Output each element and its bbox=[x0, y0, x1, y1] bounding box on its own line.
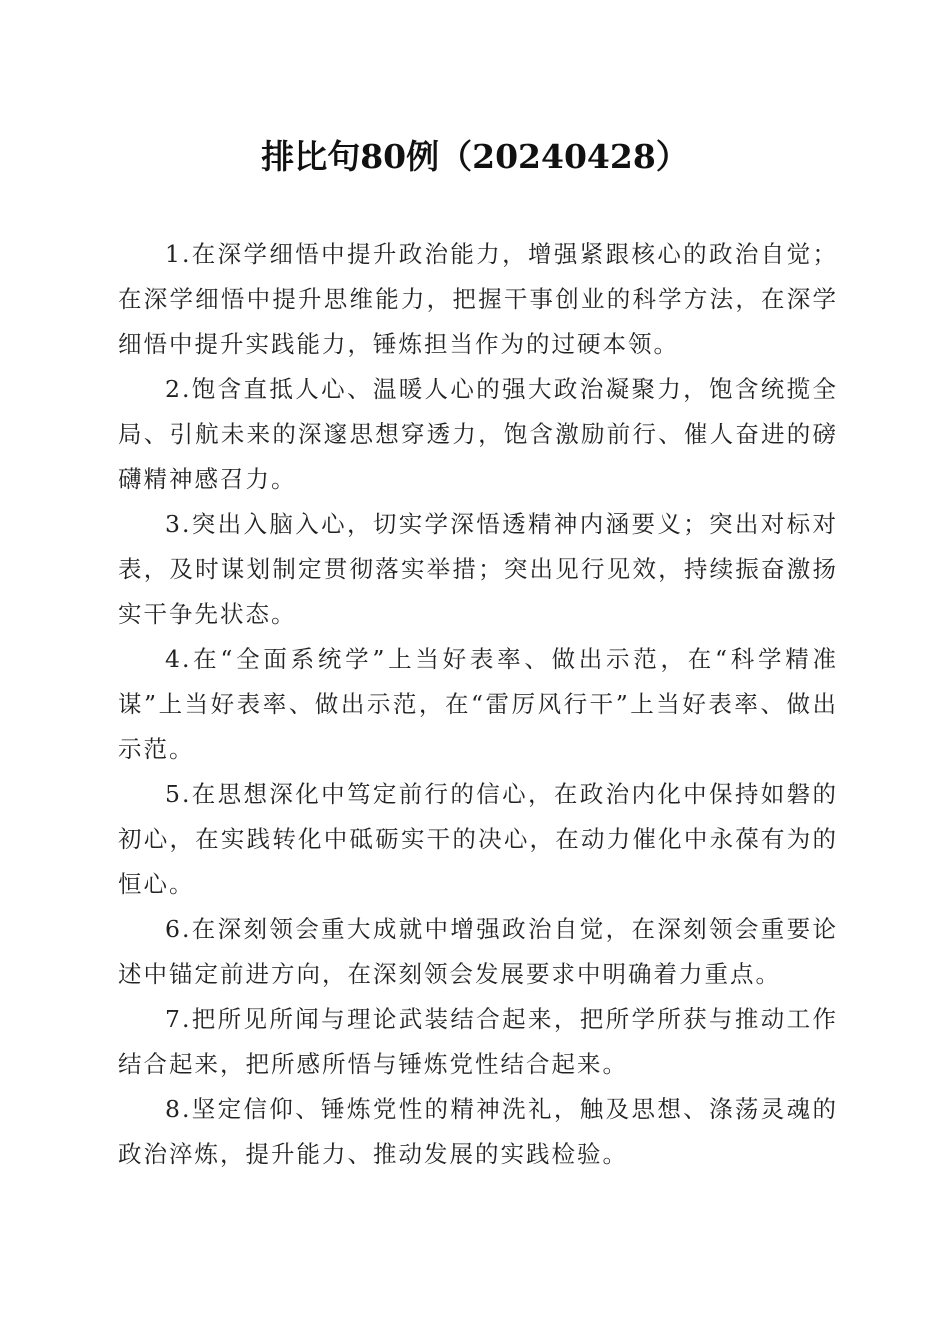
paragraph-1: 1.在深学细悟中提升政治能力，增强紧跟核心的政治自觉；在深学细悟中提升思维能力，把握干事创业的科学方法，在深学细悟中提升实践能力，锤炼担当作为的过硬本领。 bbox=[118, 240, 838, 358]
paragraph-8: 8.坚定信仰、锤炼党性的精神洗礼，触及思想、涤荡灵魂的政治淬炼，提升能力、推动发展的实践检验。 bbox=[118, 1095, 838, 1168]
paragraph-2: 2.饱含直抵人心、温暖人心的强大政治凝聚力，饱含统揽全局、引航未来的深邃思想穿透力，饱含激励前行、催人奋进的磅礴精神感召力。 bbox=[118, 375, 838, 493]
document-body bbox=[118, 232, 838, 1177]
paragraph-3: 3.突出入脑入心，切实学深悟透精神内涵要义；突出对标对表，及时谋划制定贯彻落实举措；突出见行见效，持续振奋激扬实干争先状态。 bbox=[118, 510, 838, 628]
paragraph-6: 6.在深刻领会重大成就中增强政治自觉，在深刻领会重要论述中锚定前进方向，在深刻领会发展要求中明确着力重点。 bbox=[118, 915, 838, 988]
paragraph-5: 5.在思想深化中笃定前行的信心，在政治内化中保持如磐的初心，在实践转化中砥砺实干的决心，在动力催化中永葆有为的恒心。 bbox=[118, 780, 838, 898]
paragraph-7: 7.把所见所闻与理论武装结合起来，把所学所获与推动工作结合起来，把所感所悟与锤炼党性结合起来。 bbox=[118, 1005, 838, 1078]
paragraph-4: 4.在“全面系统学”上当好表率、做出示范，在“科学精准谋”上当好表率、做出示范，在“雷厉风行干”上当好表率、做出示范。 bbox=[118, 645, 838, 763]
page-title: 排比句80例（20240428） bbox=[261, 137, 689, 176]
